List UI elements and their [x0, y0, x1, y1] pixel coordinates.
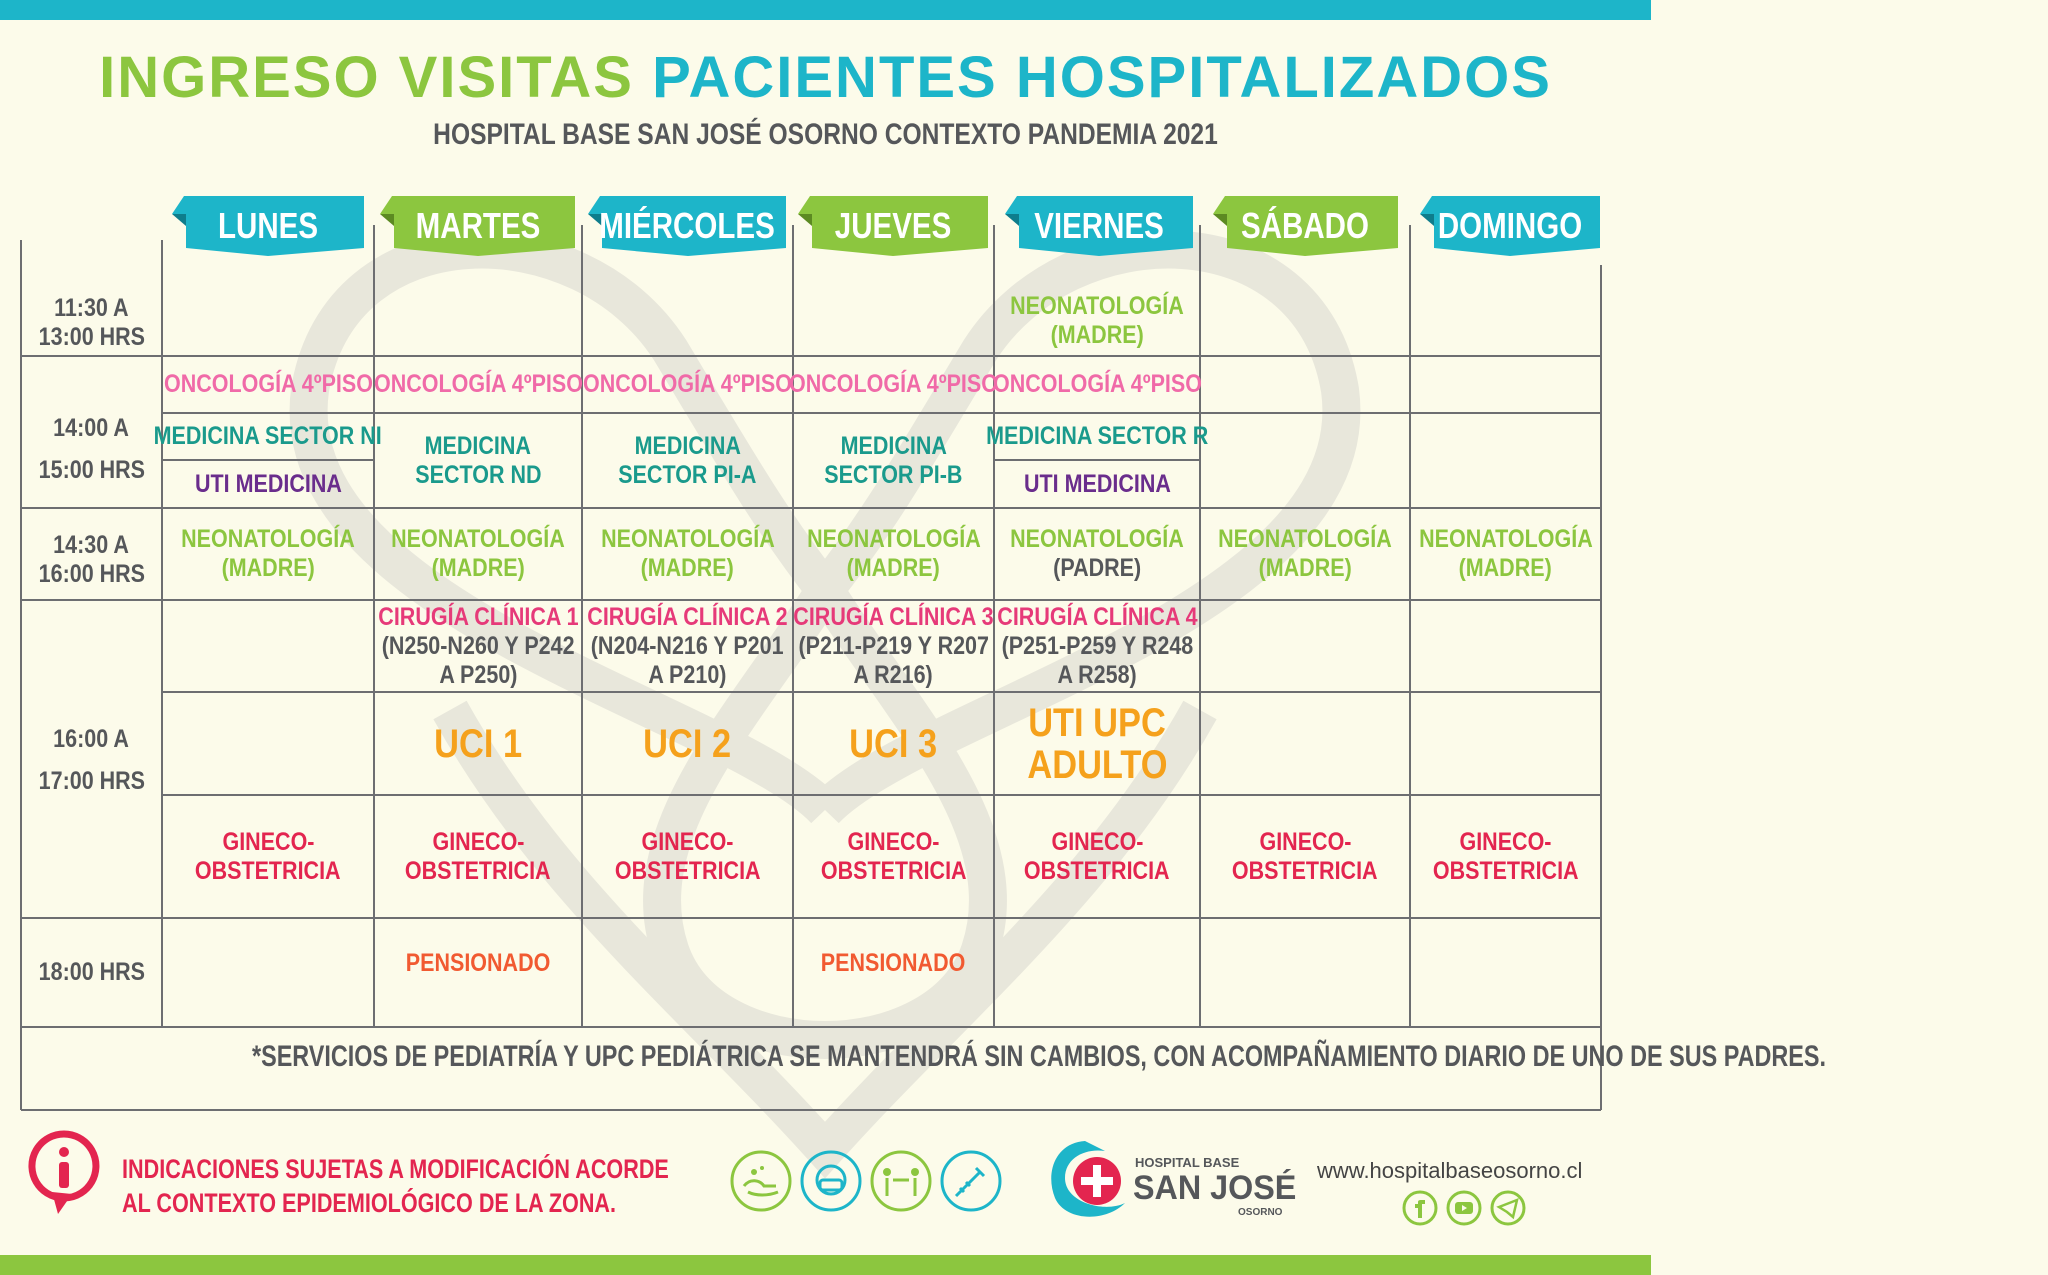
day-label: DOMINGO: [1437, 205, 1583, 246]
uti-upc-adulto: UTI UPC ADULTO: [1026, 700, 1168, 787]
day-header-jueves: [798, 196, 988, 256]
uci-3: UCI 3: [849, 721, 938, 766]
day-header-martes: [380, 196, 575, 256]
cirugia-clinica-3: CIRUGÍA CLÍNICA 3 (P211-P219 Y R207 A R216): [793, 602, 994, 689]
title-part2: PACIENTES HOSPITALIZADOS: [652, 45, 1552, 110]
oncologia-viernes: ONCOLOGÍA 4ºPISO: [992, 370, 1202, 398]
neonatologia-viernes-padre: NEONATOLOGÍA (PADRE): [1010, 525, 1184, 582]
gineco-lunes: GINECO- OBSTETRICIA: [195, 827, 341, 885]
distance-icon: [870, 1150, 932, 1212]
time-1430: 14:30 A 16:00 HRS: [38, 531, 145, 588]
oncologia-martes: ONCOLOGÍA 4ºPISO: [373, 370, 583, 398]
logo-small-text: HOSPITAL BASE: [1135, 1155, 1240, 1170]
time-1600: 16:00 A 17:00 HRS: [38, 725, 145, 795]
medicina-sector-r: MEDICINA SECTOR R: [985, 422, 1209, 450]
gineco-domingo: GINECO- OBSTETRICIA: [1432, 827, 1579, 885]
day-label: LUNES: [217, 205, 319, 246]
time-1130: 11:30 A 13:00 HRS: [38, 294, 145, 351]
cirugia-clinica-1: CIRUGÍA CLÍNICA 1 (N250-N260 Y P242 A P250): [377, 602, 579, 689]
gineco-martes: GINECO- OBSTETRICIA: [405, 827, 551, 885]
medicina-sector-pib: MEDICINA SECTOR PI-B: [824, 431, 963, 489]
gineco-miercoles: GINECO- OBSTETRICIA: [614, 827, 761, 885]
gineco-jueves: GINECO- OBSTETRICIA: [820, 827, 967, 885]
website-link[interactable]: www.hospitalbaseosorno.cl: [1317, 1158, 1583, 1183]
neonatologia-martes: NEONATOLOGÍA (MADRE): [391, 525, 565, 582]
logo-city-text: OSORNO: [1238, 1207, 1283, 1218]
medicina-sector-nd: MEDICINA SECTOR ND: [414, 431, 542, 489]
uti-medicina-lunes: UTI MEDICINA: [194, 469, 342, 498]
mask-icon: [800, 1150, 862, 1212]
day-header-viernes: [1005, 196, 1193, 256]
day-label: VIERNES: [1034, 205, 1164, 246]
day-label: JUEVES: [834, 205, 952, 246]
neonatologia-sabado: NEONATOLOGÍA (MADRE): [1218, 525, 1392, 582]
day-label: MIÉRCOLES: [599, 205, 775, 246]
neonatologia-madre-viernes-1130: NEONATOLOGÍA (MADRE): [1010, 292, 1184, 349]
medicina-sector-pia: MEDICINA SECTOR PI-A: [618, 431, 757, 489]
facebook-icon[interactable]: [1402, 1190, 1438, 1226]
gineco-viernes: GINECO- OBSTETRICIA: [1024, 827, 1170, 885]
time-1400: 14:00 A 15:00 HRS: [38, 414, 145, 484]
bottom-bar: [0, 1255, 1651, 1275]
handwash-icon: [730, 1150, 792, 1212]
neonatologia-jueves: NEONATOLOGÍA (MADRE): [806, 525, 981, 582]
pediatria-note: *SERVICIOS DE PEDIATRÍA Y UPC PEDIÁTRICA SE MANTENDRÁ SIN CAMBIOS, CON ACOMPAÑAMIENTO DIARIO DE UNO DE SUS PADRES.: [251, 1040, 1827, 1073]
telegram-icon[interactable]: [1490, 1190, 1526, 1226]
cirugia-clinica-4: CIRUGÍA CLÍNICA 4 (P251-P259 Y R248 A R258): [996, 602, 1198, 689]
day-label: MARTES: [415, 205, 540, 246]
neonatologia-miercoles: NEONATOLOGÍA (MADRE): [600, 525, 775, 582]
gineco-sabado: GINECO- OBSTETRICIA: [1232, 827, 1378, 885]
medicina-sector-ni: MEDICINA SECTOR NI: [153, 422, 383, 450]
day-header-sabado: [1213, 196, 1398, 256]
youtube-icon[interactable]: [1446, 1190, 1482, 1226]
neonatologia-lunes: NEONATOLOGÍA (MADRE): [181, 525, 355, 582]
day-header-lunes: [172, 196, 364, 256]
day-header-domingo: [1420, 196, 1600, 256]
uci-2: UCI 2: [643, 721, 732, 766]
logo-big-text: SAN JOSÉ: [1133, 1169, 1297, 1207]
page-subtitle: HOSPITAL BASE SAN JOSÉ OSORNO CONTEXTO PANDEMIA 2021: [433, 118, 1218, 151]
oncologia-jueves: ONCOLOGÍA 4ºPISO: [789, 370, 998, 398]
neonatologia-domingo: NEONATOLOGÍA (MADRE): [1418, 525, 1593, 582]
title-part1: INGRESO VISITAS: [99, 45, 634, 110]
day-header-miercoles: [588, 196, 786, 256]
oncologia-lunes: ONCOLOGÍA 4ºPISO: [163, 370, 373, 398]
cirugia-clinica-2: CIRUGÍA CLÍNICA 2 (N204-N216 Y P201 A P210): [587, 602, 788, 689]
info-icon: [28, 1130, 100, 1220]
pensionado-martes: PENSIONADO: [405, 948, 551, 977]
uci-1: UCI 1: [434, 721, 522, 766]
oncologia-miercoles: ONCOLOGÍA 4ºPISO: [583, 370, 792, 398]
pensionado-jueves: PENSIONADO: [821, 948, 966, 977]
info-text: INDICACIONES SUJETAS A MODIFICACIÓN ACORDE AL CONTEXTO EPIDEMIOLÓGICO DE LA ZONA.: [122, 1154, 669, 1218]
uti-medicina-viernes: UTI MEDICINA: [1023, 469, 1171, 498]
vaccine-icon: [940, 1150, 1002, 1212]
day-label: SÁBADO: [1241, 205, 1370, 246]
time-1800: 18:00 HRS: [38, 958, 145, 986]
